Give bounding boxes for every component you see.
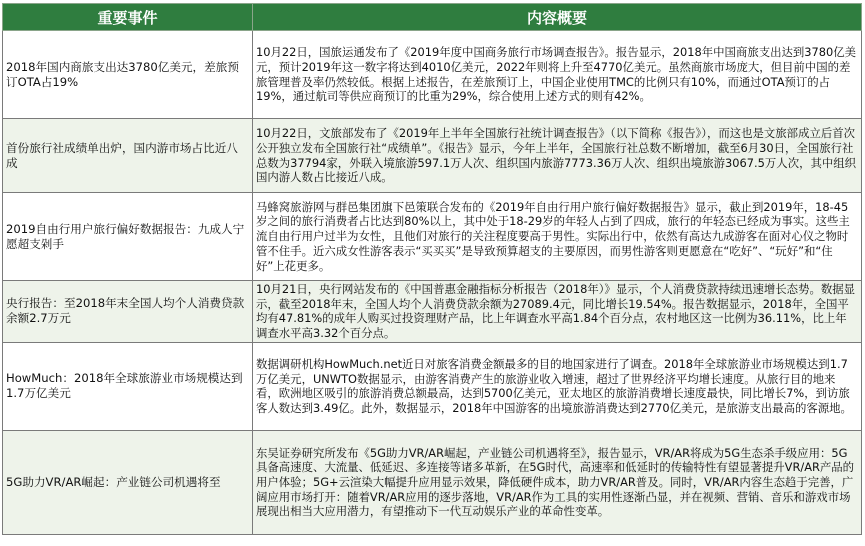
header-summary: 内容概要 <box>253 4 862 31</box>
event-cell: 2018年国内商旅支出达3780亿美元，差旅预订OTA占19% <box>3 31 253 119</box>
summary-cell: 数据调研机构HowMuch.net近日对旅客消费金额最多的目的地国家进行了调查。2018年全球旅游业市场规模达到1.7万亿美元，UNWTO数据显示，由游客消费产生的旅游业收入增速，超过了世界经济平均增长速度。从旅行目的地来看，欧洲地区吸引的旅游消费总额最高，达到5700亿美元，亚太地区的旅游消费增长速度最快，同比增长7%，到访旅客人数达到3.49亿。此外，数据显示，2018年中国游客的出境旅游消费达到2770亿美元，是旅游支出最高的客源地。 <box>253 342 862 430</box>
summary-cell: 马蜂窝旅游网与群邑集团旗下邑策联合发布的《2019年自由行用户旅行偏好数据报告》显示，截止到2019年，18-45岁之间的旅行消费者占比达到80%以上，其中处于18-29岁的年轻人占到了四成，旅行的年轻态已经成为事实。这些主流自由行用户过半为女性，且他们对旅行的关注程度要高于男性。实际出行中，依然有高达九成游客在面对心仪之物时管不住手。近六成女性游客表示“买买买”是导致预算超支的主要原因，而男性游客则更愿意在“吃好”、“玩好”和“住好”上花更多。 <box>253 193 862 281</box>
table-row <box>3 31 862 119</box>
event-cell: 2019自由行用户旅行偏好数据报告：九成人宁愿超支剁手 <box>3 193 253 281</box>
summary-cell: 东吴证券研究所发布《5G助力VR/AR崛起，产业链公司机遇将至》，报告显示，VR/AR将成为5G生态杀手级应用：5G具备高速度、大流量、低延迟、多连接等诸多革新，在5G时代，高速率和低延时的传输特性有望显著提升VR/AR产品的用户体验；5G+云渲染大幅提升应用显示效果，降低硬件成本，助力VR/AR普及。同时，VR/AR内容生态趋于完善，广阔应用市场打开：随着VR/AR应用的逐步落地，VR/AR作为工具的实用性逐渐凸显，并在视频、营销、音乐和游戏市场展现出相当大应用潜力，有望推动下一代互动娱乐产业的革命性变革。 <box>253 430 862 534</box>
event-cell: 央行报告：至2018年末全国人均个人消费贷款余额2.7万元 <box>3 281 253 343</box>
summary-cell: 10月21日，央行网站发布的《中国普惠金融指标分析报告（2018年）》显示，个人消费贷款持续迅速增长态势。数据显示，截至2018年末，全国人均个人消费贷款余额为27089.4元，同比增长19.54%。报告数据显示，2018年，全国平均有47.81%的成年人购买过投资理财产品，比上年调查水平高1.84个百分点，农村地区这一比例为36.11%，比上年调查水平高3.32个百分点。 <box>253 281 862 343</box>
table-row <box>3 342 862 430</box>
event-cell: HowMuch：2018年全球旅游业市场规模达到1.7万亿美元 <box>3 342 253 430</box>
event-cell: 首份旅行社成绩单出炉，国内游市场占比近八成 <box>3 119 253 193</box>
header-row <box>3 4 862 31</box>
event-cell: 5G助力VR/AR崛起：产业链公司机遇将至 <box>3 430 253 534</box>
table-row <box>3 119 862 193</box>
summary-cell: 10月22日，文旅部发布了《2019年上半年全国旅行社统计调查报告》（以下简称《报告》），而这也是文旅部成立后首次公开独立发布全国旅行社“成绩单”。《报告》显示，今年上半年，全国旅行社总数不断增加，截至6月30日，全国旅行社总数为37794家，外联入境旅游597.1万人次、组织国内旅游7773.36万人次、组织出境旅游3067.5万人次，其中组织国内游人数占比接近八成。 <box>253 119 862 193</box>
header-event: 重要事件 <box>3 4 253 31</box>
summary-cell: 10月22日，国旅运通发布了《2019年度中国商务旅行市场调查报告》。报告显示，2018年中国商旅支出达到3780亿美元，预计2019年这一数字将达到4010亿美元，2022年则将上升至4770亿美元。虽然商旅市场庞大，但目前中国的差旅管理普及率仍然较低。根据上述报告，在差旅预订上，中国企业使用TMC的比例只有10%，而通过OTA预订的占19%，通过航司等供应商预订的比重为29%，综合使用上述方式的则有42%。 <box>253 31 862 119</box>
table-row <box>3 193 862 281</box>
events-table <box>2 3 862 535</box>
table-row <box>3 281 862 343</box>
table-row <box>3 430 862 534</box>
